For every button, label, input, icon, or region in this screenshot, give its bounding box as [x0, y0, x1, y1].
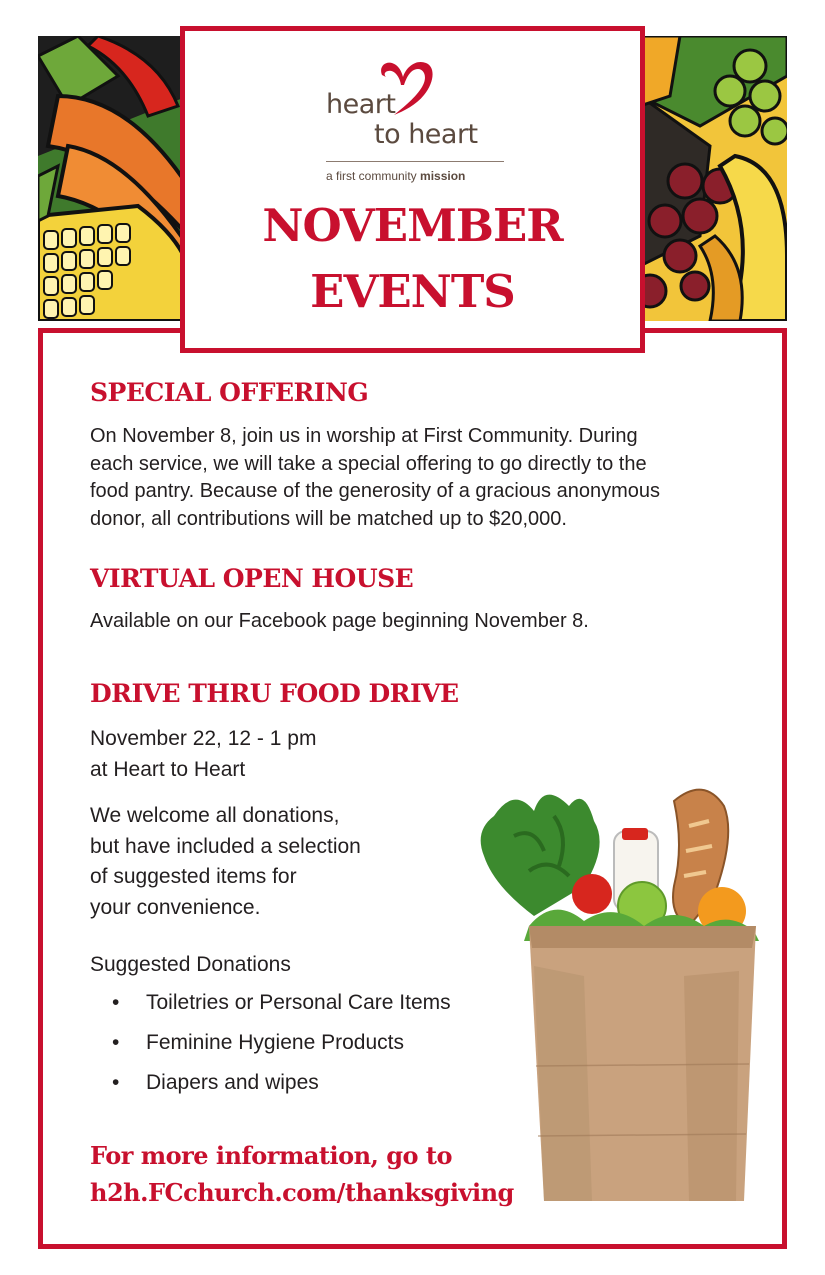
list-item-label: Diapers and wipes: [146, 1071, 319, 1094]
list-item: [90, 1023, 451, 1063]
bullet-icon: •: [112, 991, 120, 1014]
vegetables-illustration: [38, 36, 188, 321]
special-offering-text: [90, 423, 660, 533]
logo-text-line1: heart: [326, 89, 396, 120]
text-line: food pantry. Because of the generosity of a gracious anonymous: [90, 480, 660, 502]
suggested-donations-list: [90, 983, 451, 1103]
cta-url-link[interactable]: h2h.FCchurch.com/thanksgiving: [90, 1178, 514, 1207]
text-line: Suggested Donations: [90, 953, 291, 976]
list-item-label: Toiletries or Personal Care Items: [146, 991, 451, 1014]
fruits-illustration: [640, 36, 787, 321]
text-line: November 22, 12 - 1 pm: [90, 727, 317, 750]
text-line: each service, we will take a special offering to go directly to the: [90, 452, 647, 475]
text-line: but have included a selection: [90, 834, 361, 858]
text-line: On November 8, join us in worship at First Community. During: [90, 425, 638, 447]
tagline-prefix: a first community: [326, 169, 417, 183]
logo-tagline: [326, 169, 465, 183]
special-offering-heading: SPECIAL OFFERING: [90, 378, 369, 407]
list-item-label: Feminine Hygiene Products: [146, 1031, 404, 1054]
title-box: [180, 26, 645, 353]
more-info-cta: [90, 1137, 514, 1211]
bullet-icon: •: [112, 1031, 120, 1054]
tagline-bold: mission: [420, 169, 466, 183]
virtual-open-house-text: [90, 608, 589, 636]
food-drive-when: [90, 723, 316, 785]
page-title-line2: EVENTS: [310, 265, 515, 318]
food-drive-heading: DRIVE THRU FOOD DRIVE: [90, 679, 459, 708]
food-drive-welcome: [90, 801, 361, 923]
grocery-bag-illustration: [474, 776, 764, 1201]
suggested-donations-label: [90, 951, 291, 979]
cta-line1: For more information, go to: [90, 1141, 453, 1170]
text-line: donor, all contributions will be matched up to $20,000.: [90, 507, 567, 530]
text-line: your convenience.: [90, 895, 261, 919]
list-item: [90, 983, 451, 1023]
text-line: Available on our Facebook page beginning November 8.: [90, 610, 589, 632]
heart-to-heart-logo: [318, 59, 508, 189]
logo-text-line2: to heart: [374, 119, 478, 150]
bullet-icon: •: [112, 1071, 120, 1094]
list-item: [90, 1063, 451, 1103]
text-line: of suggested items for: [90, 865, 297, 888]
text-line: at Heart to Heart: [90, 758, 246, 781]
text-line: We welcome all donations,: [90, 804, 340, 827]
page-title-line1: NOVEMBER: [262, 199, 563, 252]
virtual-open-house-heading: VIRTUAL OPEN HOUSE: [90, 564, 414, 593]
logo-divider: [326, 161, 504, 162]
